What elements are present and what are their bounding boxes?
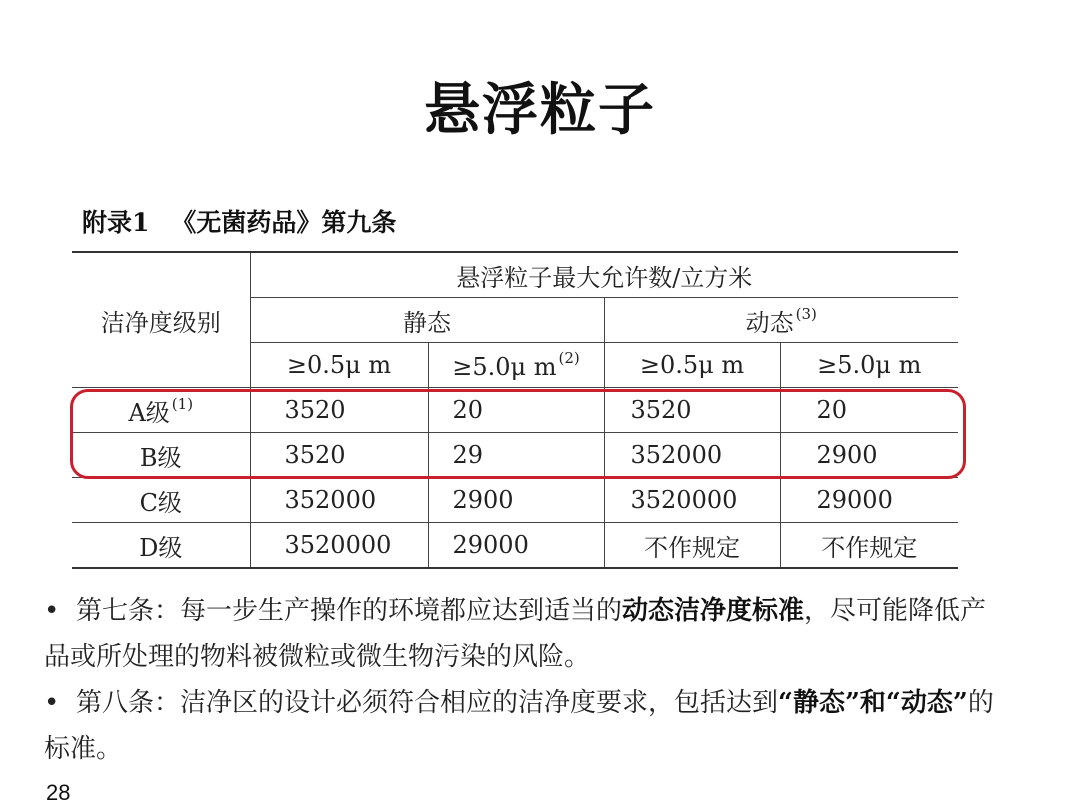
cleanliness-grade-table [72, 251, 958, 569]
table-row [72, 388, 958, 433]
static-05-cell: 3520000 [250, 523, 428, 569]
col-dynamic-50: ≥5.0μ m [780, 343, 958, 388]
dynamic-05-cell: 352000 [604, 433, 780, 478]
bullet-bold-text: “静态”和“动态” [778, 688, 968, 718]
static-05-cell: 352000 [250, 478, 428, 523]
col-static-50-note: (2) [558, 349, 580, 367]
grade-note: (1) [171, 394, 194, 413]
static-50-cell: 20 [428, 388, 604, 433]
col-static-50 [428, 343, 604, 388]
dynamic-label: 动态 [745, 308, 794, 337]
bullet-text: ，尽可能降低产品或所处理的物料被微粒或微生物污染的风险。 [44, 596, 987, 672]
appendix-label: 附录1 [82, 208, 150, 237]
bullet-list [44, 588, 994, 772]
dynamic-50-cell: 29000 [780, 478, 958, 523]
col-static-05: ≥0.5μ m [250, 343, 428, 388]
appendix-heading [82, 203, 396, 239]
bullet-text: 第七条：每一步生产操作的环境都应达到适当的 [76, 596, 623, 626]
bullet-dot: • [44, 596, 60, 626]
col-static-50-label: ≥5.0μ m [452, 353, 557, 381]
bullet-text: 的标准。 [44, 688, 994, 764]
appendix-source: 《无菌药品》第九条 [171, 208, 397, 237]
grade-cell: D级 [72, 523, 250, 569]
bullet-dot: • [44, 688, 60, 718]
bullet-item [44, 680, 994, 772]
page-number: 28 [46, 780, 71, 805]
dynamic-50-cell: 2900 [780, 433, 958, 478]
grade-cell [72, 388, 250, 433]
dynamic-50-cell: 20 [780, 388, 958, 433]
static-label: 静态 [403, 308, 451, 337]
grade-label: A级 [128, 398, 170, 427]
dynamic-note: (3) [795, 304, 817, 323]
static-05-cell: 3520 [250, 433, 428, 478]
bullet-text: 第八条：洁净区的设计必须符合相应的洁净度要求，包括达到 [76, 688, 779, 718]
dynamic-05-cell: 3520000 [604, 478, 780, 523]
row-header-cell: 洁净度级别 [72, 252, 250, 388]
dynamic-05-cell: 3520 [604, 388, 780, 433]
table-row [72, 478, 958, 523]
static-50-cell: 2900 [428, 478, 604, 523]
grade-cell: C级 [72, 478, 250, 523]
static-05-cell: 3520 [250, 388, 428, 433]
static-header [250, 298, 604, 343]
bullet-bold-text: 动态洁净度标准 [622, 596, 805, 626]
static-50-cell: 29000 [428, 523, 604, 569]
dynamic-50-cell: 不作规定 [780, 523, 958, 569]
col-dynamic-05: ≥0.5μ m [604, 343, 780, 388]
dynamic-header [604, 298, 958, 343]
grade-cell: B级 [72, 433, 250, 478]
static-50-cell: 29 [428, 433, 604, 478]
dynamic-05-cell: 不作规定 [604, 523, 780, 569]
bullet-item [44, 588, 994, 680]
table-row [72, 433, 958, 478]
table-row [72, 523, 958, 569]
group-header-cell: 悬浮粒子最大允许数/立方米 [250, 252, 958, 298]
page-title: 悬浮粒子 [424, 78, 656, 143]
